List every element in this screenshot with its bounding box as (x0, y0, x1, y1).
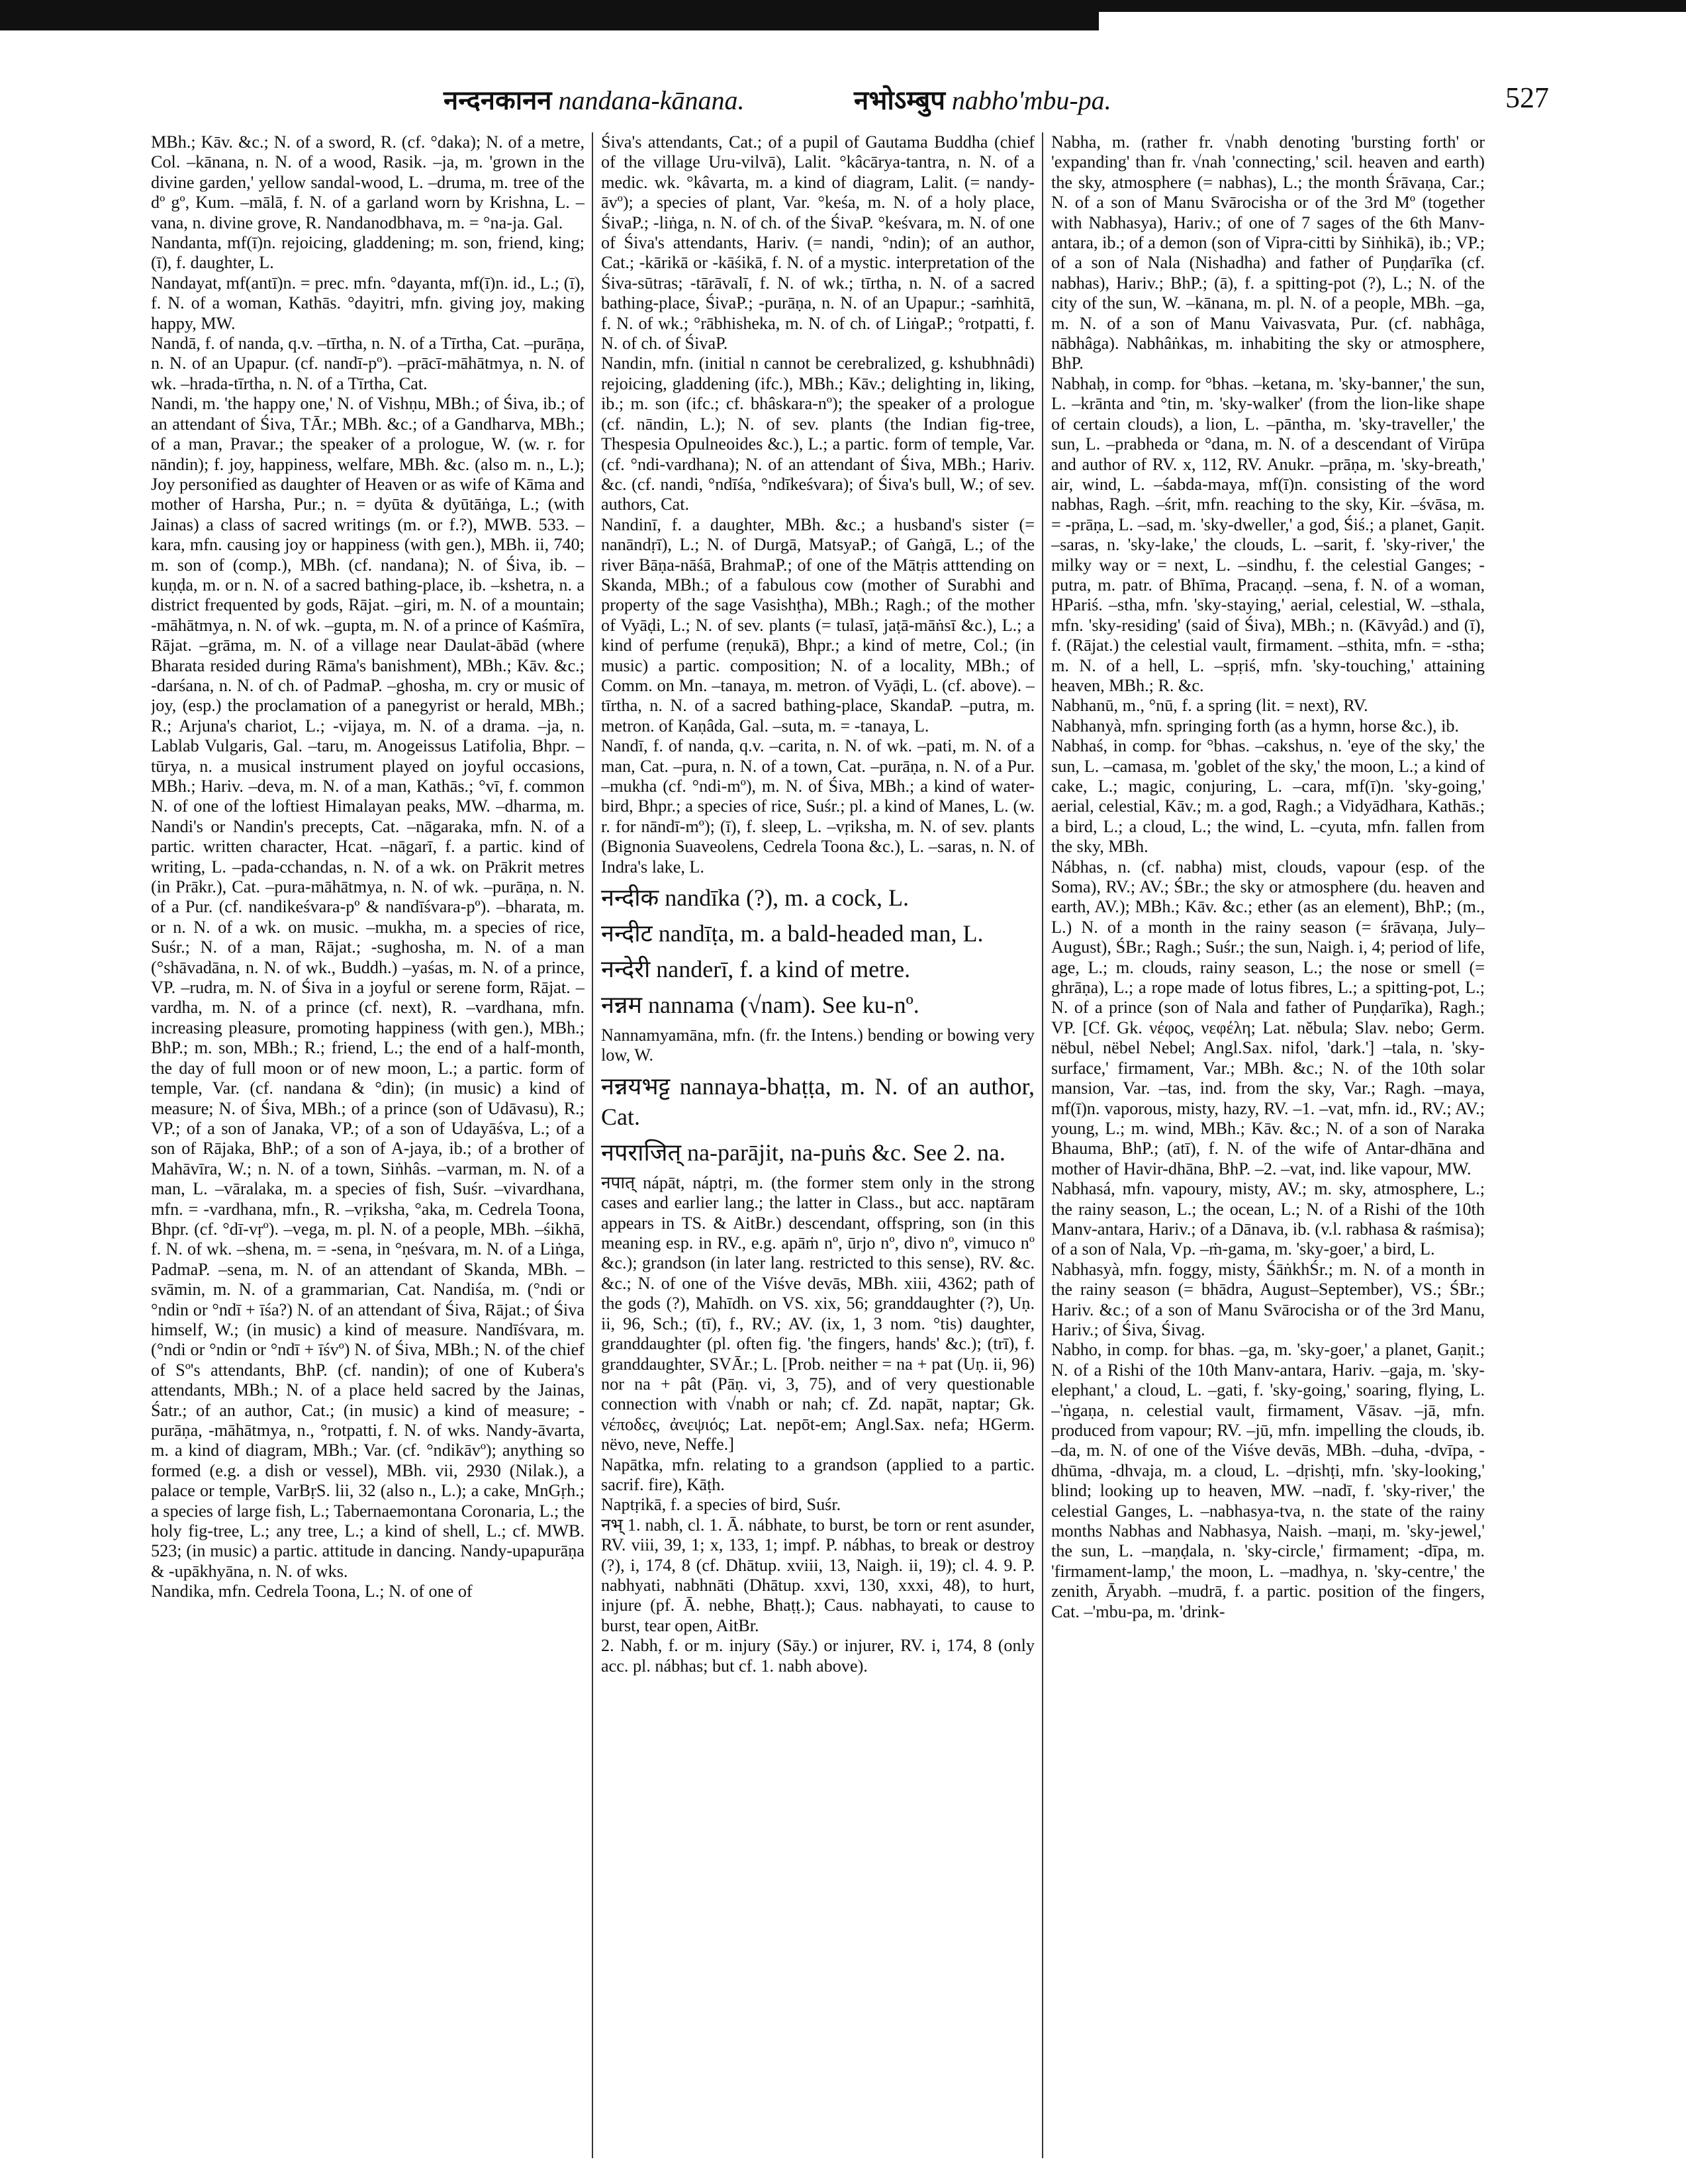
dictionary-entry: Nandī, f. of nanda, q.v. –carita, n. N. of wk. –pati, m. N. of a man, Cat. –pura, n. N. of a town, Cat. –purāṇa, n. N. of a Pur. –mukha (cf. °ndi-mº), m. N. of Śiva, MBh.; a kind of water-bird, Bhpr.; a species of rice, Suśr.; pl. a kind of Manes, L. (w. r. for nāndī-mº); (ī), f. sleep, L. –vṛiksha, m. N. of sev. plants (Bignonia Suaveolens, Cedrela Toona &c.), L. –saras, n. N. of Indra's lake, L. (601, 736, 1035, 877)
dictionary-entry: Nandin, mfn. (initial n cannot be cerebralized, g. kshubhnâdi) rejoicing, gladdening (ifc.), MBh.; Kāv.; delighting in, liking, ib.; m. son (ifc.; cf. bhâskara-nº); the speaker of a prologue (cf. nāndin, L.); N. of sev. plants (the Indian fig-tree, Thespesia Opulneoides &c.), L.; a partic. form of temple, Var. (cf. °ndi-vardhana); N. of an attendant of Śiva, MBh.; Hariv. &c. (cf. nandi, °ndīśa, °ndīkeśvara); of Śiva's bull, W.; of sev. authors, Cat. (601, 354, 1035, 514)
dictionary-entry: Nandā, f. of nanda, q.v. –tīrtha, n. N. of a Tīrtha, Cat. –purāṇa, n. N. of an Upapur. (cf. nandī-pº). –prācī-māhātmya, n. N. of wk. –hrada-tīrtha, n. N. of a Tīrtha, Cat. (151, 334, 585, 393)
dictionary-entry: नन्नम nannama (√nam). See ku-nº. (601, 992, 919, 1019)
dictionary-entry: Napātka, mfn. relating to a grandson (applied to a partic. sacrif. fire), Kāṭh. (601, 1454, 1035, 1494)
dictionary-entry: नन्दीट nandīṭa, m. a bald-headed man, L. (601, 920, 984, 947)
page-top-edge-gap (1099, 12, 1686, 30)
header-mid-devanagari: नभोऽम्बुप (854, 85, 945, 115)
header-left-roman: nandana-kānana. (558, 85, 745, 115)
dictionary-entry: नपात् nápāt, náptṛi, m. (the former stem only in the strong cases and earlier lang.; the latter in Class., but acc. naptāram appears in TS. & AitBr.) descendant, offspring, son (in this meaning esp. in RV., e.g. apāṁ nº, ūrjo nº, divo nº, vimuco nº &c.); grandson (in later lang. restricted to this sense), RV. &c. &c.; N. of one of the Viśve devās, MBh. xiii, 4362; path of the gods (?), Mahīdh. on VS. xix, 56; granddaughter (?), Uṇ. ii, 96, Sch.; (tī), f., RV.; AV. (ix, 1, 3 nom. °tis) daughter, granddaughter (pl. often fig. 'the fingers, hands' &c.); (trī), f. granddaughter, SVĀr.; L. [Prob. neither = na + pat (Uṇ. ii, 96) nor na + pât (Pāṇ. vi, 3, 75), and of very questionable connection with √nabh or nah; cf. Zd. napāt, naptar; Gk. νέποδες, ἀνεψιός; Lat. nepōt-em; Angl.Sax. nefa; HGerm. nëvo, neve, Neffe.] (601, 1172, 1035, 1454)
header-left (444, 81, 745, 117)
header-left-devanagari: नन्दनकानन (444, 85, 552, 115)
column-3 (1051, 132, 1485, 2165)
header-middle (854, 81, 1111, 117)
dictionary-entry: Nandika, mfn. Cedrela Toona, L.; N. of one of (151, 1582, 473, 1601)
page-number: 527 (1505, 81, 1549, 114)
dictionary-entry: Śiva's attendants, Cat.; of a pupil of Gautama Buddha (chief of the village Uru-vilvā), Lalit. °kâcārya-tantra, n. N. of a medic. wk. °kâvarta, m. a kind of diagram, Lalit. (= nandy-āvº); a species of plant, Var. °keśa, m. N. of a holy place, ŚivaP.; -liṅga, n. N. of ch. of the ŚivaP. °keśvara, m. N. of one of Śiva's attendants, Hariv. (= nandi, °ndin); of an author, Cat.; -kārikā or -kāśikā, f. N. of a mystic. interpretation of the Śiva-sūtras; -tārāvalī, f. N. of wk.; tīrtha, n. N. of a sacred bathing-place, ŚivaP.; -purāṇa, n. N. of an Upapur.; -saṁhitā, f. N. of wk.; °rābhisheka, m. N. of ch. of LiṅgaP.; °rotpatti, f. N. of ch. of ŚivaP. (601, 132, 1035, 354)
dictionary-entry: नभ् 1. nabh, cl. 1. Ā. nábhate, to burst, be torn or rent asunder, RV. viii, 39, 1; x, 133, 1; impf. P. nábhas, to break or destroy (?), i, 174, 8 (cf. Dhātup. xviii, 13, Naigh. ii, 19); cl. 4. 9. P. nabhyati, nabhnāti (Dhātup. xxvi, 130, xxxi, 48), to hurt, injure (pf. Ā. nebhe, Bhaṭṭ.); Caus. nabhayati, to cause to burst, tear open, AitBr. (601, 1515, 1035, 1635)
dictionary-entry: Nannamyamāna, mfn. (fr. the Intens.) bending or bowing very low, W. (601, 1025, 1035, 1065)
dictionary-entry: नन्दीक nandīka (?), m. a cock, L. (601, 884, 910, 912)
dictionary-entry: नन्देरी nanderī, f. a kind of metre. (601, 956, 911, 983)
dictionary-entry: Nabhasá, mfn. vapoury, misty, AV.; m. sky, atmosphere, L.; the rainy season, L.; the ocean, L.; N. of a Rishi of the 10th Manv-antara, Hariv.; of a Dānava, ib. (v.l. rabhasa & raśmisa); of a son of Nala, Vp. –ṁ-gama, m. 'sky-goer,' a bird, L. (1051, 1179, 1485, 1259)
dictionary-entry: MBh.; Kāv. &c.; N. of a sword, R. (cf. °daka); N. of a metre, Col. –kānana, n. N. of a wood, Rasik. –ja, m. 'grown in the divine garden,' yellow sandal-wood, L. –druma, m. tree of the dº gº, Kum. –mālā, f. N. of a garland worn by Krishna, L. –vana, n. divine grove, R. Nandanodbhava, m. = °na-ja. Gal. (151, 132, 585, 232)
column-1 (151, 132, 585, 2165)
dictionary-entry: Nabhaś, in comp. for °bhas. –cakshus, n. 'eye of the sky,' the sun, L. –camasa, m. 'goblet of the sky,' the moon, L.; a kind of cake, L.; magic, conjuring, L. –cara, mf(ī)n. 'sky-going,' aerial, celestial, Kāv.; m. a god, Ragh.; a Vidyādhara, Kathās.; a bird, L.; a cloud, L.; the wind, L. –cyuta, mfn. fallen from the sky, MBh. (1051, 736, 1485, 857)
running-header (152, 81, 1549, 127)
dictionary-entry: नपराजित् na-parājit, na-puṅs &c. See 2. na. (601, 1139, 1006, 1166)
dictionary-entry: Nandayat, mf(antī)n. = prec. mfn. °dayanta, mf(ī)n. id., L.; (ī), f. N. of a woman, Kathās. °dayitri, mfn. giving joy, making happy, MW. (151, 273, 585, 333)
dictionary-entry: Nabhasyà, mfn. foggy, misty, ŚāṅkhŚr.; m. N. of a month in the rainy season (= bhādra, August–September), VS.; ŚBr.; Hariv. &c.; of a son of Manu Svārocisha or of the 3rd Manu, Hariv.; of Śiva, Śivag. (1051, 1259, 1485, 1339)
dictionary-entry: Nandinī, f. a daughter, MBh. &c.; a husband's sister (= nanāndṛī), L.; N. of Durgā, MatsyaP.; of Gaṅgā, L.; of the river Bāṇa-nāśā, BrahmaP.; of one of the Mātṛis atttending on Skanda, MBh.; of a fabulous cow (mother of Surabhi and property of the sage Vasishṭha), MBh.; Ragh.; of the mother of Vyāḍi, L.; N. of sev. plants (= tulasī, jaṭā-māṅsī &c.), L.; a kind of perfume (reṇukā), Bhpr.; a kind of metre, Col.; (in music) a partic. composition; N. of a locality, MBh.; of Comm. on Mn. –tanaya, m. metron. of Vyāḍi, L. (cf. above). –tīrtha, n. N. of a sacred bathing-place, SkandaP. –putra, m. metron. of Kaṇâda, Gal. –suta, m. = -tanaya, L. (601, 514, 1035, 736)
dictionary-entry: Nabho, in comp. for bhas. –ga, m. 'sky-goer,' a planet, Gaṇit.; N. of a Rishi of the 10th Manv-antara, Hariv. –gaja, m. 'sky-elephant,' a cloud, L. –gati, f. 'sky-going,' soaring, flying, L. –'ṅgaṇa, n. celestial vault, firmament, Vāsav. –jā, mfn. produced from vapour; RV. –jū, mfn. impelling the clouds, ib. –da, m. N. of one of the Viśve devās, MBh. –duha, -dvīpa, -dhūma, -dhvaja, m. a cloud, L. –dṛishṭi, mfn. 'sky-looking,' blind; looking up to heaven, MW. –nadī, f. 'sky-river,' the celestial Ganges, L. –nabhasya-tva, n. the state of the rainy months Nabhas and Nabhasya, Naish. –maṇi, m. 'sky-jewel,' the sun, L. –maṇḍala, n. 'sky-circle,' firmament; -dīpa, m. 'firmament-lamp,' the moon, L. –madhya, n. 'sky-centre,' the zenith, Āryabh. –mudrā, f. a partic. position of the fingers, Cat. –'mbu-pa, m. 'drink- (1051, 1340, 1485, 1621)
dictionary-entry: नन्नयभट्ट nannaya-bhaṭṭa, m. N. of an author, Cat. (601, 1072, 1035, 1130)
dictionary-entry: Nabhaḥ, in comp. for °bhas. –ketana, m. 'sky-banner,' the sun, L. –krānta and °tin, m. 'sky-walker' (from the lion-like shape of certain clouds), a lion, L. –pāntha, m. 'sky-traveller,' the sun, L. –prabheda or °dana, m. N. of a descendant of Virūpa and author of RV. x, 112, RV. Anukr. –prāṇa, m. 'sky-breath,' air, wind, L. –śabda-maya, mf(ī)n. consisting of the word nabhas, Ragh. –śrit, mfn. reaching to the sky, Kir. –śvāsa, m. = -prāṇa, L. –sad, m. 'sky-dweller,' a god, Śiś.; a planet, Gaṇit. –saras, n. 'sky-lake,' the clouds, L. –sarit, f. 'sky-river,' the milky way or = next, L. –sindhu, f. the celestial Ganges; -putra, m. patr. of Bhīma, Pracaṇḍ. –sena, f. N. of a woman, HPariś. –stha, mfn. 'sky-staying,' aerial, celestial, W. –sthala, mfn. 'sky-residing' (said of Śiva), MBh.; n. (Kāvyâd.) and (ī), f. (Rājat.) the celestial vault, firmament. –sthita, mfn. = -stha; m. N. of a hell, L. –spṛiś, mfn. 'sky-touching,' attaining heaven, MBh.; R. &c. (1051, 373, 1485, 695)
dictionary-entry: Nabha, m. (rather fr. √nabh denoting 'bursting forth' or 'expanding' than fr. √nah 'connecting,' scil. heaven and earth) the sky, atmosphere (= nabhas), L.; the month Śrāvaṇa, Car.; N. of a son of Manu Svārocisha or of the 3rd Mº (together with Nabhasya), Hariv.; of one of 7 sages of the 6th Manv-antara, ib.; of a demon (son of Vipra-citti by Siṅhikā), ib.; VP.; of a son of Nala (Nishadha) and father of Puṇḍarīka (cf. nabhas), Hariv.; BhP.; (ā), f. a spitting-pot (?), L.; N. of the city of the sun, W. –kānana, m. pl. N. of a people, MBh. –ga, m. N. of a son of Manu Vaivasvata, Pur. (cf. nabhâga, nābhâga). Nabhâṅkas, m. inhabiting the sky or atmosphere, BhP. (1051, 132, 1485, 373)
dictionary-entry: Naptṛikā, f. a species of bird, Suśr. (601, 1495, 841, 1515)
dictionary-entry: Nandanta, mf(ī)n. rejoicing, gladdening; m. son, friend, king; (ī), f. daughter, L. (151, 233, 585, 273)
dictionary-entry: Nábhas, n. (cf. nabha) mist, clouds, vapour (esp. of the Soma), RV.; AV.; ŚBr.; the sky or atmosphere (du. heaven and earth, AV.); MBh.; Kāv. &c.; ether (as an element), BhP.; (m., L.) N. of a month in the rainy season (= śrāvaṇa, July–August), ŚBr.; Ragh.; Suśr.; the sun, Naigh. i, 4; period of life, age, L.; m. clouds, rainy season, L.; the nose or smell (= ghrāṇa), L.; a rope made of lotus fibres, L.; a spitting-pot, L.; N. of a prince (son of Nala and father of Puṇḍarīka), Ragh.; VP. [Cf. Gk. νέφος, νεφέλη; Lat. nĕbula; Slav. nebo; Germ. nëbul, nëbel Nebel; Angl.Sax. nifol, 'dark.'] –tala, n. 'sky-surface,' firmament, Var.; MBh. &c.; N. of the 10th solar mansion, Var. –tas, ind. from the sky, Var.; Ragh. –maya, mf(ī)n. vaporous, misty, hazy, RV. –1. –vat, mfn. id., RV.; AV.; young, L.; m. wind, MBh.; Kāv. &c.; N. of a son of Naraka Bhauma, BhP.; (atī), f. N. of the wife of Antar-dhāna and mother of Havir-dhāna, BhP. –2. –vat, ind. like vapour, MW. (1051, 857, 1485, 1178)
column-divider-1 (592, 132, 593, 2158)
column-2 (601, 132, 1035, 2165)
dictionary-entry: 2. Nabh, f. or m. injury (Sāy.) or injurer, RV. i, 174, 8 (only acc. pl. nábhas; but cf. 1. nabh above). (601, 1636, 1035, 1676)
dictionary-entry: Nandi, m. 'the happy one,' N. of Vishṇu, MBh.; of Śiva, ib.; of an attendant of Śiva, TĀr.; MBh. &c.; of a Gandharva, MBh.; of a man, Pravar.; the speaker of a prologue, W. (w. r. for nāndin); f. joy, happiness, welfare, MBh. &c. (also m. n., L.); Joy personified as daughter of Heaven or as wife of Kāma and mother of Harsha, Pur.; n. = dyūta & dyūtāṅga, L.; (with Jainas) a class of sacred writings (m. or f.?), MWB. 533. –kara, mfn. causing joy or happiness (with gen.), MBh. ii, 740; m. son of (comp.), MBh. (cf. nandana); N. of Śiva, ib. –kuṇḍa, m. or n. N. of a sacred bathing-place, ib. –kshetra, n. a district frequented by gods, Rājat. –giri, m. N. of a mountain; -māhātmya, n. N. of wk. –gupta, m. N. of a prince of Kaśmīra, Rājat. –grāma, m. N. of a village near Daulat-ābād (where Bharata resided during Rāma's banishment), MBh.; Kāv. &c.; -darśana, n. N. of ch. of PadmaP. –ghosha, m. cry or music of joy, (esp.) the proclamation of a panegyrist or herald, MBh.; R.; Arjuna's chariot, L.; -vijaya, m. N. of a drama. –ja, n. Lablab Vulgaris, Gal. –taru, m. Anogeissus Latifolia, Bhpr. –tūrya, n. a musical instrument played on joyful occasions, MBh.; Hariv. –deva, m. N. of a man, Kathās.; °vī, f. common N. of one of the loftiest Himalayan peaks, MW. –dharma, m. Nandi's or Nandin's precepts, Cat. –nāgaraka, mfn. N. of a partic. written character, Hcat. –nāgarī, f. a partic. kind of writing, L. –pada-cchandas, n. N. of a wk. on Prākrit metres (in Prākr.), Cat. –pura-māhātmya, n. N. of wk. –purāṇa, n. N. of a Pur. (cf. nandikeśvara-pº & nandīśvara-pº). –bharata, m. or n. N. of a wk. on music. –mukha, m. a species of rice, Suśr.; N. of a man, Rājat.; -sughosha, m. N. of a man (°shāvadāna, n. N. of wk., Buddh.) –yaśas, m. N. of a prince, VP. –rudra, m. N. of Śiva in a joyful or serene form, Rājat. –vardha, m. N. of a prince (cf. next), R. –vardhana, mfn. increasing pleasure, promoting happiness (with gen.), MBh.; BhP.; m. son, MBh.; R.; friend, L.; the end of a half-month, the day of full moon or of new moon, L.; a partic. form of temple, Var. (cf. nandana & °din); (in music) a kind of measure; N. of Śiva, MBh.; of a prince (son of Udāvasu), R.; VP.; of a son of Janaka, VP.; of a son of Udayāśva, L.; of a son of Rājaka, BhP.; of a son of A-jaya, ib.; of a brother of Mahāvīra, W.; n. N. of a town, Siṅhâs. –varman, m. N. of a man, L. –vāralaka, m. a species of fish, Suśr. –vivardhana, mfn. = -vardhana, mfn., R. –vṛiksha, °aka, m. Cedrela Toona, Bhpr. (cf. °dī-vṛº). –vega, m. pl. N. of a people, MBh. –śikhā, f. N. of wk. –shena, m. = -sena, in °ṇeśvara, m. N. of a Liṅga, PadmaP. –sena, m. N. of an attendant of Skanda, MBh. –svāmin, m. N. of a grammarian, Cat. Nandiśa, m. (°ndi or °ndin or °ndī + īśa?) N. of an attendant of Śiva, Rājat.; of Śiva himself, W.; (in music) a kind of measure. Nandīśvara, m. (°ndi or °ndin or °ndī + īśvº) N. of Śiva, MBh.; N. of the chief of Sº's attendants, BhP. (cf. nandin); of one of Kubera's attendants, MBh.; N. of a place held sacred by the Jainas, Śatr.; of an author, Cat.; (in music) a kind of measure; -purāṇa, -māhātmya, n., °rotpatti, f. N. of wks. Nandy-āvarta, m. a kind of diagram, MBh.; Var. (cf. °ndikāvº); anything so formed (e.g. a dish or vessel), MBh. vii, 2930 (Nilak.), a palace or temple, VarBṛS. lii, 32 (also n., L.); a cake, MnGṛh.; a species of large fish, L.; Tabernaemontana Coronaria, L.; the holy fig-tree, L.; any tree, L.; a kind of shell, L.; cf. MWB. 523; (in music) a partic. attitude in dancing. Nandy-upapurāṇa & -upākhyāna, n. N. of wks. (151, 394, 585, 1581)
dictionary-entry: Nabhanyà, mfn. springing forth (as a hymn, horse &c.), ib. (1051, 716, 1459, 736)
column-divider-2 (1042, 132, 1043, 2158)
header-mid-roman: nabho'mbu-pa. (951, 85, 1111, 115)
dictionary-entry: Nabhanū, m., °nū, f. a spring (lit. = next), RV. (1051, 696, 1368, 716)
